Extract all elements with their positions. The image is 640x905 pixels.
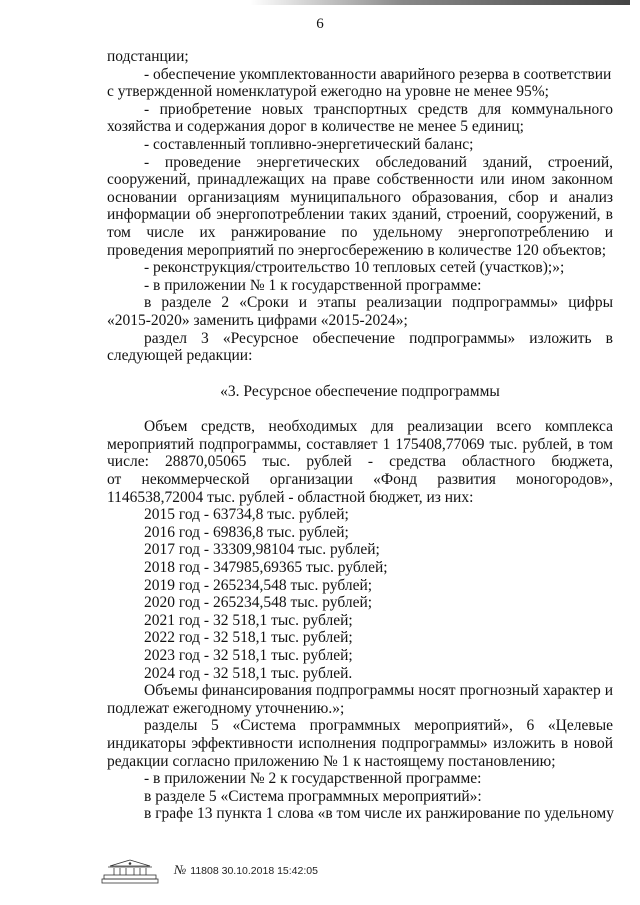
text-line: - реконструкция/строительство 10 тепловых сетей (участков);»;: [144, 259, 565, 277]
text-line: подстанции;: [107, 48, 189, 65]
text-line: с утвержденной номенклатурой ежегодно на уровне не менее 95%;: [107, 83, 549, 101]
text-line: основании организациям муниципального образования, сбор и анализ: [107, 188, 613, 206]
text-line: 2020 год - 265234,548 тыс. рублей;: [144, 594, 373, 612]
text-line: 2019 год - 265234,548 тыс. рублей;: [144, 576, 373, 594]
text-line: 2015 год - 63734,8 тыс. рублей;: [144, 506, 349, 524]
text-line: - в приложении № 1 к государственной программе:: [144, 276, 482, 294]
number-sign: №: [174, 862, 187, 877]
document-body: [107, 48, 613, 823]
text-line: - обеспечение укомплектованности аварийного резерва в соответствии: [144, 65, 612, 83]
document-registration-number: [174, 862, 318, 878]
scan-shadow-edge: [250, 0, 630, 5]
paragraph-gap: [107, 400, 613, 418]
text-line: индикаторы эффективности исполнения подпрограммы» изложить в новой: [107, 734, 613, 752]
text-line: Объемы финансирования подпрограммы носят прогнозный характер и: [144, 682, 613, 700]
text-line: числе: 28870,05065 тыс. рублей - средства областного бюджета,: [107, 453, 613, 471]
paragraph-gap: [107, 365, 613, 383]
text-line: том числе их ранжирование по удельному энергопотреблению и: [107, 223, 613, 241]
text-line: - проведение энергетических обследований зданий, строений,: [144, 153, 613, 171]
text-line: «2015-2020» заменить цифрами «2015-2024»;: [107, 311, 408, 329]
text-line: от некоммерческой организации «Фонд развития моногородов»,: [107, 471, 613, 489]
text-line: раздел 3 «Ресурсное обеспечение подпрограммы» изложить в: [144, 329, 613, 347]
text-line: сооружений, принадлежащих на праве собственности или ином законном: [107, 171, 613, 189]
text-line: хозяйства и содержания дорог в количестве не менее 5 единиц;: [107, 118, 524, 136]
text-line: 2022 год - 32 518,1 тыс. рублей;: [144, 629, 353, 647]
text-line: в графе 13 пункта 1 слова «в том числе их ранжирование по удельному: [144, 805, 614, 823]
text-line: 2018 год - 347985,69365 тыс. рублей;: [144, 559, 388, 577]
text-line: 1146538,72004 тыс. рублей - областной бюджет, из них:: [107, 488, 474, 506]
text-line: проведения мероприятий по энергосбережению в количестве 120 объектов;: [107, 241, 606, 259]
text-line: в разделе 2 «Сроки и этапы реализации подпрограммы» цифры: [144, 294, 613, 312]
text-line: редакции согласно приложению № 1 к настоящему постановлению;: [107, 752, 556, 770]
document-footer: [100, 854, 318, 884]
text-line: в разделе 5 «Система программных мероприятий»:: [144, 787, 482, 805]
section-heading: «3. Ресурсное обеспечение подпрограммы: [220, 382, 500, 400]
text-line: - в приложении № 2 к государственной программе:: [144, 770, 482, 788]
text-line: 2024 год - 32 518,1 тыс. рублей.: [144, 664, 353, 682]
text-line: подлежат ежегодному уточнению.»;: [107, 699, 345, 717]
government-building-logo-icon: [100, 858, 160, 884]
registration-stamp: 11808 30.10.2018 15:42:05: [190, 865, 318, 877]
text-line: 2023 год - 32 518,1 тыс. рублей;: [144, 647, 353, 664]
text-line: - составленный топливно-энергетический баланс;: [144, 135, 474, 153]
text-line: 2017 год - 33309,98104 тыс. рублей;: [144, 541, 380, 559]
text-line: - приобретение новых транспортных средств для коммунального: [144, 100, 613, 118]
text-line: 2021 год - 32 518,1 тыс. рублей;: [144, 611, 353, 629]
text-line: информации об энергопотреблении таких зданий, строений, сооружений, в: [107, 206, 613, 224]
page-number: 6: [316, 16, 324, 32]
text-line: разделы 5 «Система программных мероприятий», 6 «Целевые: [144, 717, 613, 735]
text-line: 2016 год - 69836,8 тыс. рублей;: [144, 523, 349, 541]
text-line: мероприятий подпрограммы, составляет 1 175408,77069 тыс. рублей, в том: [107, 435, 613, 453]
text-line: следующей редакции:: [107, 347, 253, 365]
text-line: Объем средств, необходимых для реализации всего комплекса: [144, 418, 613, 436]
